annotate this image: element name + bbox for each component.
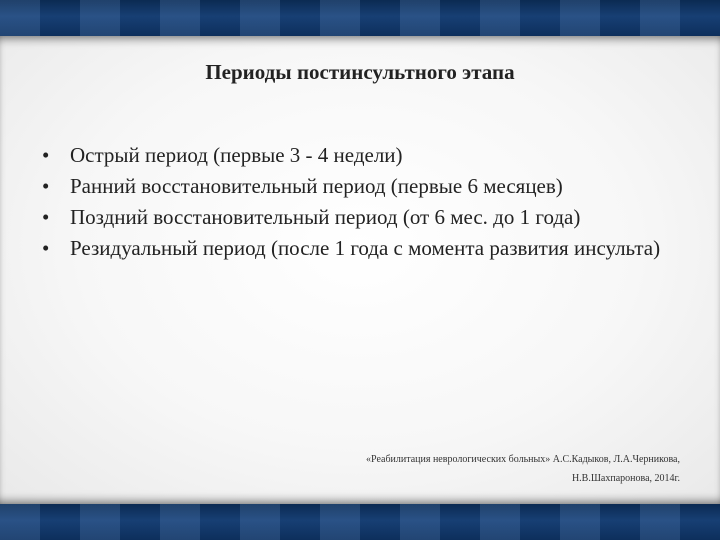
content-panel [0, 36, 720, 504]
list-item-text: Ранний восстановительный период (первые 6 месяцев) [70, 174, 563, 198]
list-item [40, 140, 680, 171]
bullet-icon: • [42, 205, 50, 229]
top-decorative-band [0, 0, 720, 36]
source-citation-line: Н.В.Шахпаронова, 2014г. [571, 473, 680, 484]
list-item-text: Острый период (первые 3 - 4 недели) [70, 143, 403, 167]
bottom-decorative-band [0, 504, 720, 540]
list-item [40, 233, 680, 264]
list-item [40, 171, 680, 202]
list-item [40, 202, 680, 233]
bullet-icon: • [42, 143, 50, 167]
source-citation [300, 450, 680, 488]
bullet-icon: • [42, 174, 50, 198]
bullet-icon: • [42, 236, 50, 260]
bullet-list [40, 140, 680, 264]
list-item-text: Поздний восстановительный период (от 6 мес. до 1 года) [70, 205, 581, 229]
slide-title: Периоды постинсультного этапа [205, 60, 515, 84]
list-item-text: Резидуальный период (после 1 года с момента развития инсульта) [70, 236, 661, 260]
source-citation-line: «Реабилитация неврологических больных» А.С.Кадыков, Л.А.Черникова, [366, 454, 680, 465]
